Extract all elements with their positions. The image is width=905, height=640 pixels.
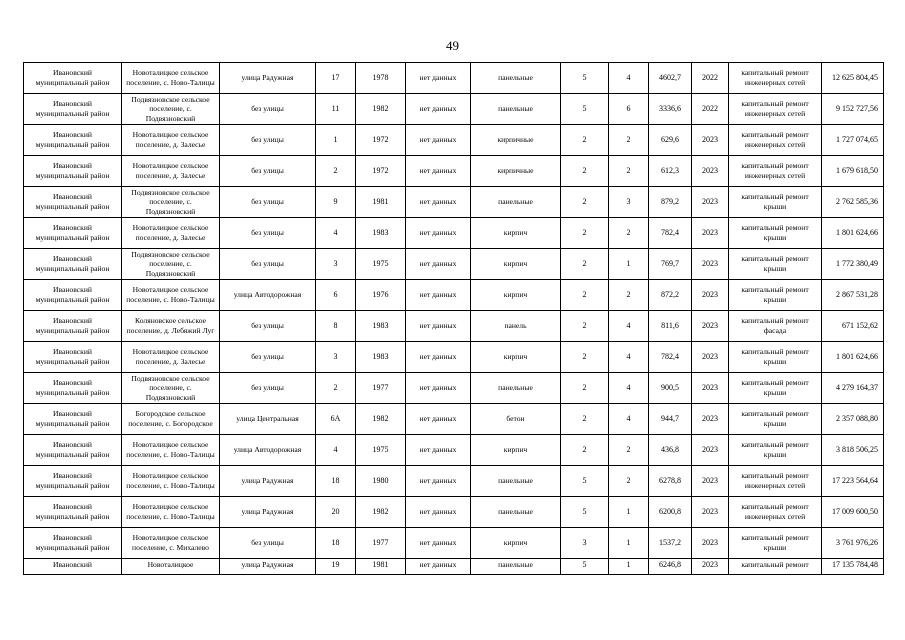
table-row — [24, 373, 884, 404]
street-cell: улица Автодорожная — [220, 280, 316, 311]
entrances-cell: 6 — [609, 94, 649, 125]
build-year-cell: 1982 — [356, 404, 406, 435]
build-year-cell: 1983 — [356, 311, 406, 342]
build-year-cell: 1983 — [356, 342, 406, 373]
housing-repair-table — [23, 62, 884, 575]
build-year-cell: 1975 — [356, 249, 406, 280]
wall-material-cell: кирпичные — [471, 125, 561, 156]
street-cell: улица Радужная — [220, 497, 316, 528]
data-status-cell: нет данных — [406, 528, 471, 559]
district-cell: Ивановский муниципальный район — [24, 125, 122, 156]
data-status-cell: нет данных — [406, 404, 471, 435]
street-cell: улица Центральная — [220, 404, 316, 435]
table-row — [24, 94, 884, 125]
district-cell: Ивановский муниципальный район — [24, 280, 122, 311]
table-row — [24, 404, 884, 435]
work-type-cell: капитальный ремонт инженерных сетей — [729, 125, 822, 156]
wall-material-cell: кирпич — [471, 528, 561, 559]
cost-cell: 17 135 784,48 — [822, 559, 884, 575]
work-type-cell: капитальный ремонт фасада — [729, 311, 822, 342]
cost-cell: 1 679 618,50 — [822, 156, 884, 187]
work-type-cell: капитальный ремонт крыши — [729, 280, 822, 311]
district-cell: Ивановский муниципальный район — [24, 156, 122, 187]
wall-material-cell: панельные — [471, 497, 561, 528]
floors-cell: 2 — [561, 311, 609, 342]
wall-material-cell: панельные — [471, 559, 561, 575]
work-type-cell: капитальный ремонт — [729, 559, 822, 575]
street-cell: без улицы — [220, 94, 316, 125]
district-cell: Ивановский муниципальный район — [24, 63, 122, 94]
house-number-cell: 3 — [316, 342, 356, 373]
floors-cell: 2 — [561, 187, 609, 218]
cost-cell: 4 279 164,37 — [822, 373, 884, 404]
floors-cell: 2 — [561, 218, 609, 249]
cost-cell: 2 762 585,36 — [822, 187, 884, 218]
district-cell: Ивановский муниципальный район — [24, 466, 122, 497]
area-cell: 4602,7 — [649, 63, 692, 94]
settlement-cell: Богородское сельское поселение, с. Богородское — [122, 404, 220, 435]
table-row — [24, 156, 884, 187]
data-status-cell: нет данных — [406, 435, 471, 466]
table-row — [24, 125, 884, 156]
area-cell: 612,3 — [649, 156, 692, 187]
data-status-cell: нет данных — [406, 218, 471, 249]
area-cell: 900,5 — [649, 373, 692, 404]
work-type-cell: капитальный ремонт крыши — [729, 528, 822, 559]
cost-cell: 17 009 600,50 — [822, 497, 884, 528]
entrances-cell: 2 — [609, 125, 649, 156]
wall-material-cell: кирпич — [471, 218, 561, 249]
build-year-cell: 1981 — [356, 559, 406, 575]
plan-year-cell: 2023 — [692, 404, 729, 435]
floors-cell: 5 — [561, 497, 609, 528]
cost-cell: 1 801 624,66 — [822, 342, 884, 373]
floors-cell: 2 — [561, 373, 609, 404]
table-row — [24, 497, 884, 528]
wall-material-cell: панельные — [471, 63, 561, 94]
street-cell: без улицы — [220, 373, 316, 404]
wall-material-cell: кирпичные — [471, 156, 561, 187]
plan-year-cell: 2023 — [692, 249, 729, 280]
entrances-cell: 1 — [609, 559, 649, 575]
house-number-cell: 9 — [316, 187, 356, 218]
area-cell: 1537,2 — [649, 528, 692, 559]
cost-cell: 1 801 624,66 — [822, 218, 884, 249]
settlement-cell: Новоталицкое сельское поселение, д. Залесье — [122, 125, 220, 156]
entrances-cell: 4 — [609, 404, 649, 435]
street-cell: улица Радужная — [220, 63, 316, 94]
house-number-cell: 11 — [316, 94, 356, 125]
settlement-cell: Новоталицкое — [122, 559, 220, 575]
cost-cell: 17 223 564,64 — [822, 466, 884, 497]
house-number-cell: 2 — [316, 373, 356, 404]
district-cell: Ивановский — [24, 559, 122, 575]
settlement-cell: Новоталицкое сельское поселение, д. Залесье — [122, 218, 220, 249]
wall-material-cell: кирпич — [471, 342, 561, 373]
entrances-cell: 2 — [609, 466, 649, 497]
wall-material-cell: кирпич — [471, 435, 561, 466]
entrances-cell: 4 — [609, 63, 649, 94]
build-year-cell: 1983 — [356, 218, 406, 249]
area-cell: 436,8 — [649, 435, 692, 466]
area-cell: 872,2 — [649, 280, 692, 311]
build-year-cell: 1972 — [356, 125, 406, 156]
table-row — [24, 342, 884, 373]
settlement-cell: Коляновское сельское поселение, д. Лебяжий Луг — [122, 311, 220, 342]
plan-year-cell: 2022 — [692, 94, 729, 125]
entrances-cell: 1 — [609, 497, 649, 528]
cost-cell: 2 867 531,28 — [822, 280, 884, 311]
area-cell: 6200,8 — [649, 497, 692, 528]
area-cell: 782,4 — [649, 342, 692, 373]
table-row — [24, 435, 884, 466]
floors-cell: 2 — [561, 435, 609, 466]
district-cell: Ивановский муниципальный район — [24, 373, 122, 404]
build-year-cell: 1980 — [356, 466, 406, 497]
district-cell: Ивановский муниципальный район — [24, 94, 122, 125]
house-number-cell: 20 — [316, 497, 356, 528]
plan-year-cell: 2023 — [692, 497, 729, 528]
entrances-cell: 4 — [609, 342, 649, 373]
floors-cell: 5 — [561, 63, 609, 94]
plan-year-cell: 2023 — [692, 559, 729, 575]
house-number-cell: 18 — [316, 466, 356, 497]
wall-material-cell: панельные — [471, 94, 561, 125]
work-type-cell: капитальный ремонт инженерных сетей — [729, 156, 822, 187]
entrances-cell: 3 — [609, 187, 649, 218]
district-cell: Ивановский муниципальный район — [24, 342, 122, 373]
entrances-cell: 4 — [609, 373, 649, 404]
settlement-cell: Подвязновское сельское поселение, с. Подвязновский — [122, 249, 220, 280]
area-cell: 3336,6 — [649, 94, 692, 125]
data-status-cell: нет данных — [406, 497, 471, 528]
data-status-cell: нет данных — [406, 373, 471, 404]
data-status-cell: нет данных — [406, 249, 471, 280]
cost-cell: 3 818 506,25 — [822, 435, 884, 466]
floors-cell: 2 — [561, 156, 609, 187]
area-cell: 6278,8 — [649, 466, 692, 497]
plan-year-cell: 2023 — [692, 280, 729, 311]
house-number-cell: 18 — [316, 528, 356, 559]
work-type-cell: капитальный ремонт инженерных сетей — [729, 497, 822, 528]
plan-year-cell: 2023 — [692, 435, 729, 466]
work-type-cell: капитальный ремонт крыши — [729, 218, 822, 249]
street-cell: без улицы — [220, 156, 316, 187]
cost-cell: 2 357 088,80 — [822, 404, 884, 435]
entrances-cell: 2 — [609, 280, 649, 311]
table-row — [24, 528, 884, 559]
house-number-cell: 2 — [316, 156, 356, 187]
table-row — [24, 249, 884, 280]
area-cell: 944,7 — [649, 404, 692, 435]
entrances-cell: 4 — [609, 311, 649, 342]
work-type-cell: капитальный ремонт крыши — [729, 187, 822, 218]
area-cell: 782,4 — [649, 218, 692, 249]
street-cell: без улицы — [220, 342, 316, 373]
street-cell: без улицы — [220, 187, 316, 218]
settlement-cell: Новоталицкое сельское поселение, с. Ново-Талицы — [122, 466, 220, 497]
district-cell: Ивановский муниципальный район — [24, 218, 122, 249]
wall-material-cell: панельные — [471, 187, 561, 218]
work-type-cell: капитальный ремонт инженерных сетей — [729, 466, 822, 497]
plan-year-cell: 2022 — [692, 63, 729, 94]
settlement-cell: Подвязновское сельское поселение, с. Подвязновский — [122, 94, 220, 125]
district-cell: Ивановский муниципальный район — [24, 435, 122, 466]
build-year-cell: 1975 — [356, 435, 406, 466]
cost-cell: 1 727 074,65 — [822, 125, 884, 156]
work-type-cell: капитальный ремонт крыши — [729, 342, 822, 373]
floors-cell: 2 — [561, 404, 609, 435]
floors-cell: 5 — [561, 466, 609, 497]
house-number-cell: 6 — [316, 280, 356, 311]
wall-material-cell: кирпич — [471, 280, 561, 311]
street-cell: без улицы — [220, 311, 316, 342]
floors-cell: 3 — [561, 528, 609, 559]
plan-year-cell: 2023 — [692, 373, 729, 404]
data-status-cell: нет данных — [406, 156, 471, 187]
wall-material-cell: панель — [471, 311, 561, 342]
area-cell: 811,6 — [649, 311, 692, 342]
house-number-cell: 17 — [316, 63, 356, 94]
data-status-cell: нет данных — [406, 94, 471, 125]
floors-cell: 5 — [561, 94, 609, 125]
floors-cell: 2 — [561, 280, 609, 311]
data-status-cell: нет данных — [406, 311, 471, 342]
wall-material-cell: кирпич — [471, 249, 561, 280]
street-cell: улица Радужная — [220, 466, 316, 497]
entrances-cell: 2 — [609, 218, 649, 249]
work-type-cell: капитальный ремонт крыши — [729, 249, 822, 280]
plan-year-cell: 2023 — [692, 125, 729, 156]
settlement-cell: Новоталицкое сельское поселение, с. Ново-Талицы — [122, 497, 220, 528]
area-cell: 629,6 — [649, 125, 692, 156]
plan-year-cell: 2023 — [692, 218, 729, 249]
cost-cell: 12 625 804,45 — [822, 63, 884, 94]
work-type-cell: капитальный ремонт инженерных сетей — [729, 94, 822, 125]
house-number-cell: 4 — [316, 435, 356, 466]
build-year-cell: 1978 — [356, 63, 406, 94]
house-number-cell: 1 — [316, 125, 356, 156]
district-cell: Ивановский муниципальный район — [24, 311, 122, 342]
settlement-cell: Новоталицкое сельское поселение, с. Ново-Талицы — [122, 435, 220, 466]
data-status-cell: нет данных — [406, 125, 471, 156]
cost-cell: 671 152,62 — [822, 311, 884, 342]
house-number-cell: 3 — [316, 249, 356, 280]
data-status-cell: нет данных — [406, 280, 471, 311]
street-cell: без улицы — [220, 125, 316, 156]
data-status-cell: нет данных — [406, 466, 471, 497]
table-row — [24, 466, 884, 497]
floors-cell: 5 — [561, 559, 609, 575]
floors-cell: 2 — [561, 342, 609, 373]
wall-material-cell: панельные — [471, 373, 561, 404]
district-cell: Ивановский муниципальный район — [24, 249, 122, 280]
area-cell: 879,2 — [649, 187, 692, 218]
build-year-cell: 1982 — [356, 94, 406, 125]
street-cell: без улицы — [220, 528, 316, 559]
entrances-cell: 1 — [609, 249, 649, 280]
plan-year-cell: 2023 — [692, 187, 729, 218]
floors-cell: 2 — [561, 125, 609, 156]
table-row — [24, 63, 884, 94]
settlement-cell: Новоталицкое сельское поселение, д. Залесье — [122, 156, 220, 187]
table-row — [24, 218, 884, 249]
house-number-cell: 8 — [316, 311, 356, 342]
data-status-cell: нет данных — [406, 187, 471, 218]
district-cell: Ивановский муниципальный район — [24, 497, 122, 528]
settlement-cell: Новоталицкое сельское поселение, с. Ново-Талицы — [122, 63, 220, 94]
table-row — [24, 559, 884, 575]
data-status-cell: нет данных — [406, 342, 471, 373]
house-number-cell: 19 — [316, 559, 356, 575]
entrances-cell: 2 — [609, 156, 649, 187]
entrances-cell: 1 — [609, 528, 649, 559]
build-year-cell: 1981 — [356, 187, 406, 218]
plan-year-cell: 2023 — [692, 311, 729, 342]
street-cell: без улицы — [220, 249, 316, 280]
settlement-cell: Подвязновское сельское поселение, с. Подвязновский — [122, 373, 220, 404]
table-body — [24, 63, 884, 575]
house-number-cell: 6А — [316, 404, 356, 435]
district-cell: Ивановский муниципальный район — [24, 187, 122, 218]
cost-cell: 3 761 976,26 — [822, 528, 884, 559]
build-year-cell: 1976 — [356, 280, 406, 311]
table-row — [24, 280, 884, 311]
page-number: 49 — [446, 38, 459, 53]
settlement-cell: Новоталицкое сельское поселение, д. Залесье — [122, 342, 220, 373]
plan-year-cell: 2023 — [692, 466, 729, 497]
cost-cell: 9 152 727,56 — [822, 94, 884, 125]
wall-material-cell: бетон — [471, 404, 561, 435]
table-row — [24, 311, 884, 342]
area-cell: 6246,8 — [649, 559, 692, 575]
house-number-cell: 4 — [316, 218, 356, 249]
work-type-cell: капитальный ремонт инженерных сетей — [729, 63, 822, 94]
settlement-cell: Новоталицкое сельское поселение, с. Михалево — [122, 528, 220, 559]
data-status-cell: нет данных — [406, 63, 471, 94]
table-row — [24, 187, 884, 218]
work-type-cell: капитальный ремонт крыши — [729, 404, 822, 435]
build-year-cell: 1977 — [356, 373, 406, 404]
district-cell: Ивановский муниципальный район — [24, 404, 122, 435]
plan-year-cell: 2023 — [692, 528, 729, 559]
settlement-cell: Новоталицкое сельское поселение, с. Ново-Талицы — [122, 280, 220, 311]
floors-cell: 2 — [561, 249, 609, 280]
build-year-cell: 1982 — [356, 497, 406, 528]
street-cell: без улицы — [220, 218, 316, 249]
area-cell: 769,7 — [649, 249, 692, 280]
street-cell: улица Радужная — [220, 559, 316, 575]
settlement-cell: Подвязновское сельское поселение, с. Подвязновский — [122, 187, 220, 218]
plan-year-cell: 2023 — [692, 156, 729, 187]
plan-year-cell: 2023 — [692, 342, 729, 373]
work-type-cell: капитальный ремонт крыши — [729, 435, 822, 466]
street-cell: улица Автодорожная — [220, 435, 316, 466]
build-year-cell: 1972 — [356, 156, 406, 187]
wall-material-cell: панельные — [471, 466, 561, 497]
build-year-cell: 1977 — [356, 528, 406, 559]
data-status-cell: нет данных — [406, 559, 471, 575]
entrances-cell: 2 — [609, 435, 649, 466]
district-cell: Ивановский муниципальный район — [24, 528, 122, 559]
work-type-cell: капитальный ремонт крыши — [729, 373, 822, 404]
cost-cell: 1 772 380,49 — [822, 249, 884, 280]
